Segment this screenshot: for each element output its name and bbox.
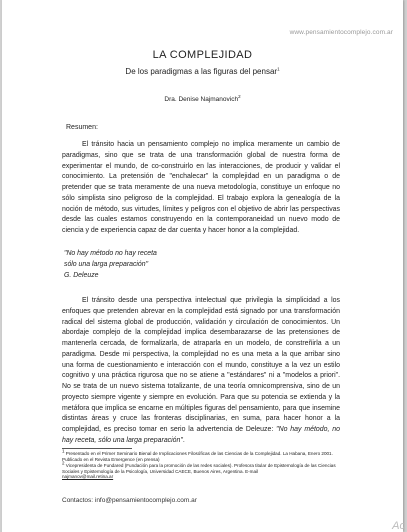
contact-line: Contactos: info@pensamientocomplejo.com.ar [62,497,197,504]
corner-watermark: Ac [392,520,405,532]
footnotes [62,448,340,481]
document-title: LA COMPLEJIDAD [152,49,253,61]
footnote-1-text: Presentado en el Primer Seminario Bienal de Implicaciones Filosóficas de las Ciencias de la Complejidad. La Habana, Enero 2001. Publicado en el Revista Emergence (en prensa) [62,451,333,462]
subtitle-footnote-mark: 1 [277,66,280,72]
epigraph-line-1: "No hay método no hay receta [64,250,157,257]
epigraph-line-2: sólo una larga preparación" [64,261,149,268]
subtitle-text: De los paradigmas a las figuras del pensar [125,67,278,76]
footnote-divider [62,448,132,449]
resumen-label: Resumen: [66,124,98,131]
footnote-2-text: Vicepresidenta de Fundared (Fundación para la promoción de las redes sociales). Profesora titular de Epistemología de las Ciencias Sociales y Epistemología de la Psicología, Universidad CAECE, Buenos Aires, Argentina. E-mail [62,463,336,474]
body-paragraph [62,296,340,447]
abstract-paragraph: El tránsito hacia un pensamiento complejo no implica meramente un cambio de paradigmas, sino que se trata de una transformación global de nuestra forma de experimentar el mundo, de co-construirlo en las interacciones, de producir y validar el conocimiento. La pretensión de "enchalecar" la complejidad en un paradigma o de pretender que se trata meramente de una nueva metodología, constituye un enfoque no sólo simplista sino peligroso de la complejidad. El trabajo explora la genealogía de la noción de método, sus virtudes, límites y peligros con el objetivo de abrir las perspectivas desde las cuales estamos construyendo en la contemporaneidad un nuevo modo de ciencia y de experiencia capaz de dar cuenta y hacer honor a la complejidad. [62,141,340,234]
header-url: www.pensamientocomplejo.com.ar [289,29,393,36]
body-paragraph-end: . [182,436,185,444]
footnote-1-mark: 1 [62,448,65,454]
body-paragraph-quote: "No hay método, no hay receta, sólo una larga preparación" [62,426,340,444]
epigraph-attribution: G. Deleuze [64,272,99,279]
footnote-2 [62,460,340,480]
document-subtitle [2,67,403,76]
author-footnote-mark: 2 [238,93,241,99]
footnote-1 [62,448,340,462]
body-paragraph-text: El tránsito desde una perspectiva intelectual que privilegia la simplicidad a los enfoques que pretenden abrevar en la complejidad está signado por una transformación radical del sistema global de producción, validación y circulación de conocimientos. Un abordaje complejo de la complejidad implica desembarazarse de las pretensiones de mantenerla cercada, de formalizarla, de atraparla en un modelo, de constreñirla a un paradigma. Desde mi perspectiva, la complejidad no es una meta a la que arribar sino una forma de cuestionamiento e interacción con el mundo, constituye a la vez un estilo cognitivo y una práctica rigurosa que no se atiene a "estándares" ni a "modelos a priori". No se trata de un nuevo sistema totalizante, de una teoría omnicomprensiva, sino de un proyecto siempre vigente y siempre en evolución. Para que su potencia se extienda y la metáfora que implica se encarne en múltiples figuras del pensamiento, para que insemine distintas áreas y cruce las fronteras disciplinarias, en suma, para hacer honor a la complejidad, es preciso tomar en serio la advertencia de Deleuze: [62,297,340,433]
author-line [2,93,403,103]
footnote-2-email-link[interactable]: najmanov@mail.retina.ar [62,474,114,479]
footnote-2-mark: 2 [62,460,65,466]
author-name: Dra. Denise Najmanovich [164,96,239,103]
document-page [2,0,403,532]
